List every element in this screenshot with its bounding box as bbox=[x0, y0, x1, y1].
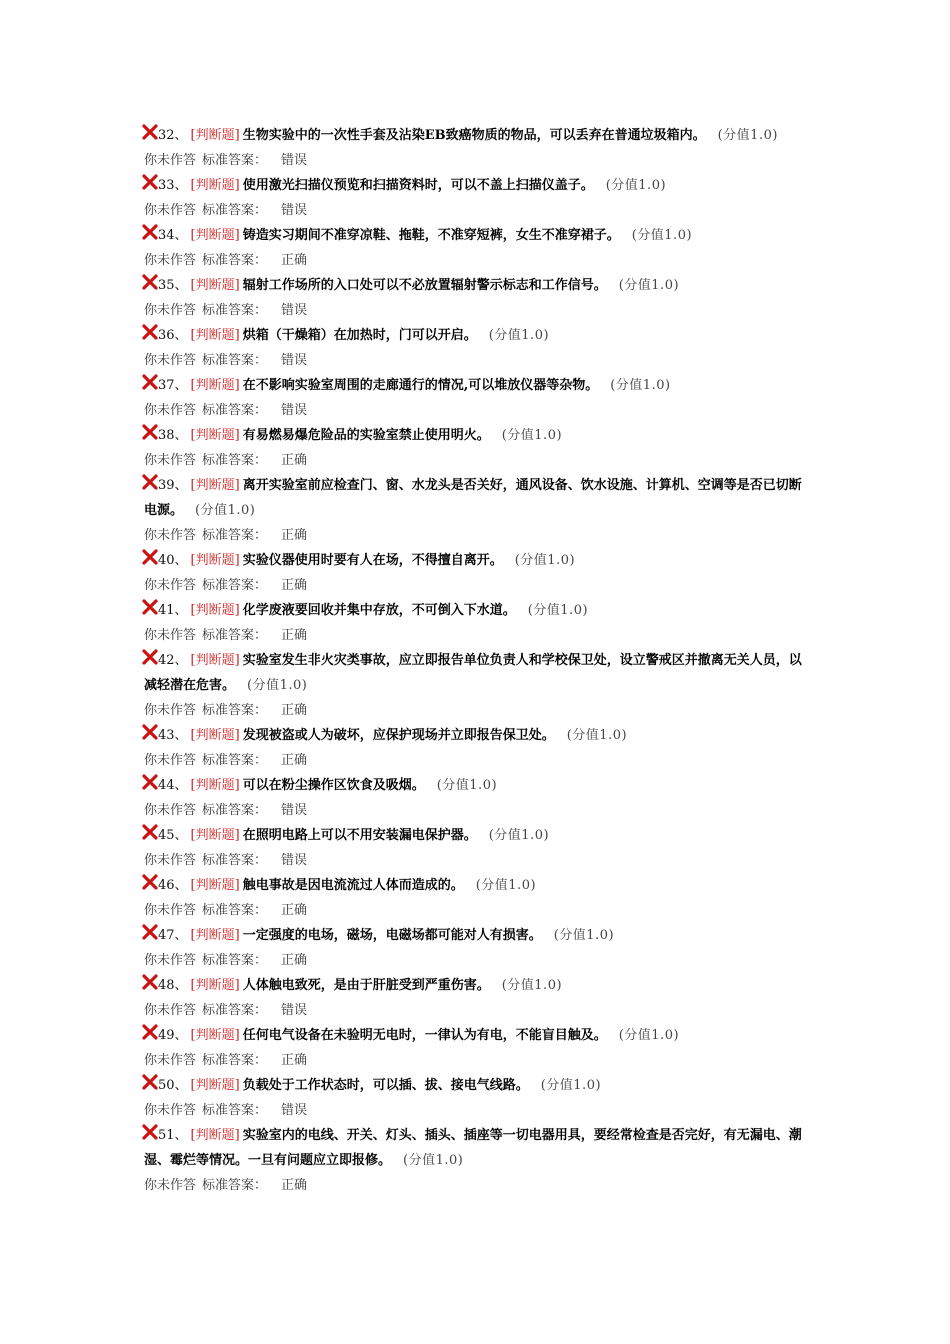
unanswered-label: 你未作答 bbox=[144, 578, 197, 593]
score-label: (分值1.0) bbox=[566, 728, 628, 743]
standard-answer-value: 正确 bbox=[281, 1178, 308, 1193]
answer-line bbox=[144, 748, 808, 773]
score-label: (分值1.0) bbox=[514, 553, 576, 568]
question-list bbox=[144, 123, 808, 1198]
standard-answer-value: 错误 bbox=[281, 1103, 308, 1118]
answer-line bbox=[144, 198, 808, 223]
unanswered-label: 你未作答 bbox=[144, 753, 197, 768]
standard-answer-value: 正确 bbox=[281, 578, 308, 593]
wrong-x-icon bbox=[142, 549, 158, 565]
question-text: 实验室内的电线、开关、灯头、插头、插座等一切电器用具，要经常检查是否完好，有无漏电、潮湿、霉烂等情况。一旦有问题应立即报修。 bbox=[144, 1128, 802, 1168]
question-item bbox=[144, 823, 808, 873]
question-line bbox=[144, 1073, 808, 1098]
standard-answer-value: 正确 bbox=[281, 953, 308, 968]
score-label: (分值1.0) bbox=[475, 878, 537, 893]
question-line bbox=[144, 923, 808, 948]
unanswered-label: 你未作答 bbox=[144, 453, 197, 468]
question-type: [判断题] bbox=[190, 728, 240, 743]
answer-line bbox=[144, 1048, 808, 1073]
standard-answer-label: 标准答案： bbox=[202, 853, 268, 868]
question-number: 41、 bbox=[158, 603, 188, 618]
standard-answer-value: 错误 bbox=[281, 303, 308, 318]
question-item bbox=[144, 923, 808, 973]
question-text: 发现被盗或人为破坏，应保护现场并立即报告保卫处。 bbox=[242, 728, 555, 743]
standard-answer-label: 标准答案： bbox=[202, 403, 268, 418]
question-item bbox=[144, 373, 808, 423]
question-number: 49、 bbox=[158, 1028, 188, 1043]
wrong-x-icon bbox=[142, 824, 158, 840]
answer-line bbox=[144, 348, 808, 373]
wrong-x-icon bbox=[142, 124, 158, 140]
standard-answer-label: 标准答案： bbox=[202, 953, 268, 968]
question-text: 实验室发生非火灾类事故，应立即报告单位负责人和学校保卫处，设立警戒区并撤离无关人员，以减轻潜在危害。 bbox=[144, 653, 802, 693]
answer-line bbox=[144, 398, 808, 423]
unanswered-label: 你未作答 bbox=[144, 353, 197, 368]
standard-answer-label: 标准答案： bbox=[202, 803, 268, 818]
question-text: 可以在粉尘操作区饮食及吸烟。 bbox=[242, 778, 425, 793]
wrong-x-icon bbox=[142, 374, 158, 390]
unanswered-label: 你未作答 bbox=[144, 1178, 197, 1193]
wrong-x-icon bbox=[142, 424, 158, 440]
question-item bbox=[144, 648, 808, 723]
unanswered-label: 你未作答 bbox=[144, 253, 197, 268]
question-item bbox=[144, 723, 808, 773]
question-text: 烘箱（干燥箱）在加热时，门可以开启。 bbox=[242, 328, 477, 343]
question-item bbox=[144, 598, 808, 648]
question-item bbox=[144, 123, 808, 173]
question-line bbox=[144, 873, 808, 898]
question-type: [判断题] bbox=[190, 1028, 240, 1043]
standard-answer-label: 标准答案： bbox=[202, 203, 268, 218]
standard-answer-label: 标准答案： bbox=[202, 353, 268, 368]
answer-line bbox=[144, 298, 808, 323]
question-number: 37、 bbox=[158, 378, 188, 393]
standard-answer-label: 标准答案： bbox=[202, 303, 268, 318]
unanswered-label: 你未作答 bbox=[144, 303, 197, 318]
answer-line bbox=[144, 898, 808, 923]
standard-answer-value: 正确 bbox=[281, 628, 308, 643]
question-line bbox=[144, 273, 808, 298]
question-item bbox=[144, 423, 808, 473]
question-item bbox=[144, 1023, 808, 1073]
question-line bbox=[144, 323, 808, 348]
question-text: 在不影响实验室周围的走廊通行的情况,可以堆放仪器等杂物。 bbox=[242, 378, 599, 393]
answer-line bbox=[144, 623, 808, 648]
question-text: 负载处于工作状态时，可以插、拔、接电气线路。 bbox=[242, 1078, 529, 1093]
wrong-x-icon bbox=[142, 224, 158, 240]
wrong-x-icon bbox=[142, 724, 158, 740]
answer-line bbox=[144, 948, 808, 973]
unanswered-label: 你未作答 bbox=[144, 528, 197, 543]
question-item bbox=[144, 223, 808, 273]
question-type: [判断题] bbox=[190, 1078, 240, 1093]
standard-answer-label: 标准答案： bbox=[202, 703, 268, 718]
question-number: 45、 bbox=[158, 828, 188, 843]
score-label: (分值1.0) bbox=[501, 978, 563, 993]
question-item bbox=[144, 1073, 808, 1123]
unanswered-label: 你未作答 bbox=[144, 628, 197, 643]
question-type: [判断题] bbox=[190, 603, 240, 618]
question-type: [判断题] bbox=[190, 978, 240, 993]
score-label: (分值1.0) bbox=[717, 128, 778, 143]
unanswered-label: 你未作答 bbox=[144, 203, 197, 218]
standard-answer-value: 正确 bbox=[281, 753, 308, 768]
score-label: (分值1.0) bbox=[488, 328, 550, 343]
wrong-x-icon bbox=[142, 649, 158, 665]
question-number: 32、 bbox=[158, 128, 188, 143]
question-line bbox=[144, 1023, 808, 1048]
question-line bbox=[144, 723, 808, 748]
wrong-x-icon bbox=[142, 474, 158, 490]
standard-answer-value: 错误 bbox=[281, 153, 308, 168]
standard-answer-value: 正确 bbox=[281, 903, 308, 918]
answer-line bbox=[144, 448, 808, 473]
question-type: [判断题] bbox=[190, 478, 240, 493]
standard-answer-value: 正确 bbox=[281, 253, 308, 268]
standard-answer-label: 标准答案： bbox=[202, 453, 268, 468]
question-number: 42、 bbox=[158, 653, 188, 668]
standard-answer-value: 错误 bbox=[281, 853, 308, 868]
standard-answer-value: 错误 bbox=[281, 403, 308, 418]
score-label: (分值1.0) bbox=[195, 503, 256, 518]
question-type: [判断题] bbox=[190, 178, 240, 193]
question-number: 51、 bbox=[158, 1128, 188, 1143]
question-line bbox=[144, 373, 808, 398]
question-number: 48、 bbox=[158, 978, 188, 993]
score-label: (分值1.0) bbox=[610, 378, 671, 393]
answer-line bbox=[144, 573, 808, 598]
score-label: (分值1.0) bbox=[605, 178, 667, 193]
question-text: 铸造实习期间不准穿凉鞋、拖鞋，不准穿短裤，女生不准穿裙子。 bbox=[242, 228, 620, 243]
question-type: [判断题] bbox=[190, 378, 240, 393]
question-number: 50、 bbox=[158, 1078, 188, 1093]
question-line bbox=[144, 223, 808, 248]
score-label: (分值1.0) bbox=[501, 428, 563, 443]
answer-line bbox=[144, 698, 808, 723]
wrong-x-icon bbox=[142, 1124, 158, 1140]
question-text: 离开实验室前应检查门、窗、水龙头是否关好，通风设备、饮水设施、计算机、空调等是否已切断电源。 bbox=[144, 478, 802, 518]
standard-answer-value: 错误 bbox=[281, 353, 308, 368]
question-text: 有易燃易爆危险品的实验室禁止使用明火。 bbox=[242, 428, 490, 443]
unanswered-label: 你未作答 bbox=[144, 853, 197, 868]
question-line bbox=[144, 423, 808, 448]
wrong-x-icon bbox=[142, 274, 158, 290]
question-line bbox=[144, 473, 808, 523]
wrong-x-icon bbox=[142, 324, 158, 340]
question-item bbox=[144, 473, 808, 548]
question-item bbox=[144, 773, 808, 823]
question-item bbox=[144, 1123, 808, 1198]
question-item bbox=[144, 548, 808, 598]
answer-line bbox=[144, 148, 808, 173]
score-label: (分值1.0) bbox=[488, 828, 550, 843]
score-label: (分值1.0) bbox=[436, 778, 498, 793]
question-item bbox=[144, 873, 808, 923]
question-type: [判断题] bbox=[190, 653, 240, 668]
standard-answer-label: 标准答案： bbox=[202, 578, 268, 593]
standard-answer-value: 正确 bbox=[281, 703, 308, 718]
wrong-x-icon bbox=[142, 599, 158, 615]
question-line bbox=[144, 548, 808, 573]
score-label: (分值1.0) bbox=[247, 678, 308, 693]
question-type: [判断题] bbox=[190, 228, 240, 243]
question-line bbox=[144, 1123, 808, 1173]
question-type: [判断题] bbox=[190, 1128, 240, 1143]
score-label: (分值1.0) bbox=[527, 603, 589, 618]
score-label: (分值1.0) bbox=[618, 278, 680, 293]
question-type: [判断题] bbox=[190, 778, 240, 793]
standard-answer-value: 错误 bbox=[281, 203, 308, 218]
answer-line bbox=[144, 998, 808, 1023]
standard-answer-value: 正确 bbox=[281, 453, 308, 468]
question-type: [判断题] bbox=[190, 428, 240, 443]
question-number: 47、 bbox=[158, 928, 188, 943]
score-label: (分值1.0) bbox=[618, 1028, 680, 1043]
question-number: 33、 bbox=[158, 178, 188, 193]
question-line bbox=[144, 973, 808, 998]
score-label: (分值1.0) bbox=[403, 1153, 464, 1168]
standard-answer-label: 标准答案： bbox=[202, 1178, 268, 1193]
question-type: [判断题] bbox=[190, 128, 240, 143]
standard-answer-label: 标准答案： bbox=[202, 153, 268, 168]
wrong-x-icon bbox=[142, 974, 158, 990]
unanswered-label: 你未作答 bbox=[144, 403, 197, 418]
question-number: 43、 bbox=[158, 728, 188, 743]
wrong-x-icon bbox=[142, 1074, 158, 1090]
question-text: 实验仪器使用时要有人在场，不得擅自离开。 bbox=[242, 553, 503, 568]
wrong-x-icon bbox=[142, 1024, 158, 1040]
question-line bbox=[144, 823, 808, 848]
question-text: 化学废液要回收并集中存放，不可倒入下水道。 bbox=[242, 603, 516, 618]
question-number: 34、 bbox=[158, 228, 188, 243]
question-number: 44、 bbox=[158, 778, 188, 793]
question-number: 35、 bbox=[158, 278, 188, 293]
question-item bbox=[144, 273, 808, 323]
question-number: 40、 bbox=[158, 553, 188, 568]
standard-answer-value: 错误 bbox=[281, 1003, 308, 1018]
score-label: (分值1.0) bbox=[553, 928, 615, 943]
standard-answer-label: 标准答案： bbox=[202, 753, 268, 768]
question-line bbox=[144, 123, 808, 148]
question-type: [判断题] bbox=[190, 828, 240, 843]
score-label: (分值1.0) bbox=[540, 1078, 602, 1093]
question-type: [判断题] bbox=[190, 928, 240, 943]
standard-answer-label: 标准答案： bbox=[202, 1003, 268, 1018]
question-line bbox=[144, 598, 808, 623]
question-text: 在照明电路上可以不用安装漏电保护器。 bbox=[242, 828, 477, 843]
question-text: 人体触电致死，是由于肝脏受到严重伤害。 bbox=[242, 978, 490, 993]
standard-answer-label: 标准答案： bbox=[202, 628, 268, 643]
unanswered-label: 你未作答 bbox=[144, 1103, 197, 1118]
standard-answer-value: 正确 bbox=[281, 1053, 308, 1068]
question-text: 生物实验中的一次性手套及沾染EB致癌物质的物品，可以丢弃在普通垃圾箱内。 bbox=[242, 128, 706, 143]
answer-line bbox=[144, 523, 808, 548]
unanswered-label: 你未作答 bbox=[144, 803, 197, 818]
wrong-x-icon bbox=[142, 174, 158, 190]
question-number: 46、 bbox=[158, 878, 188, 893]
question-text: 辐射工作场所的入口处可以不必放置辐射警示标志和工作信号。 bbox=[242, 278, 607, 293]
question-text: 一定强度的电场，磁场，电磁场都可能对人有损害。 bbox=[242, 928, 542, 943]
standard-answer-value: 正确 bbox=[281, 528, 308, 543]
question-item bbox=[144, 323, 808, 373]
question-number: 39、 bbox=[158, 478, 188, 493]
question-type: [判断题] bbox=[190, 878, 240, 893]
question-type: [判断题] bbox=[190, 553, 240, 568]
question-type: [判断题] bbox=[190, 278, 240, 293]
answer-line bbox=[144, 848, 808, 873]
score-label: (分值1.0) bbox=[631, 228, 693, 243]
answer-line bbox=[144, 1173, 808, 1198]
wrong-x-icon bbox=[142, 774, 158, 790]
wrong-x-icon bbox=[142, 874, 158, 890]
standard-answer-label: 标准答案： bbox=[202, 1103, 268, 1118]
question-item bbox=[144, 173, 808, 223]
question-text: 任何电气设备在未验明无电时，一律认为有电，不能盲目触及。 bbox=[242, 1028, 607, 1043]
unanswered-label: 你未作答 bbox=[144, 953, 197, 968]
answer-line bbox=[144, 798, 808, 823]
standard-answer-label: 标准答案： bbox=[202, 903, 268, 918]
standard-answer-label: 标准答案： bbox=[202, 1053, 268, 1068]
question-line bbox=[144, 648, 808, 698]
unanswered-label: 你未作答 bbox=[144, 703, 197, 718]
question-type: [判断题] bbox=[190, 328, 240, 343]
standard-answer-label: 标准答案： bbox=[202, 253, 268, 268]
question-text: 使用激光扫描仪预览和扫描资料时，可以不盖上扫描仪盖子。 bbox=[242, 178, 594, 193]
standard-answer-label: 标准答案： bbox=[202, 528, 268, 543]
answer-line bbox=[144, 248, 808, 273]
question-line bbox=[144, 173, 808, 198]
question-item bbox=[144, 973, 808, 1023]
unanswered-label: 你未作答 bbox=[144, 1003, 197, 1018]
unanswered-label: 你未作答 bbox=[144, 1053, 197, 1068]
wrong-x-icon bbox=[142, 924, 158, 940]
question-line bbox=[144, 773, 808, 798]
question-text: 触电事故是因电流流过人体而造成的。 bbox=[242, 878, 464, 893]
unanswered-label: 你未作答 bbox=[144, 153, 197, 168]
unanswered-label: 你未作答 bbox=[144, 903, 197, 918]
answer-line bbox=[144, 1098, 808, 1123]
question-number: 38、 bbox=[158, 428, 188, 443]
question-number: 36、 bbox=[158, 328, 188, 343]
standard-answer-value: 错误 bbox=[281, 803, 308, 818]
